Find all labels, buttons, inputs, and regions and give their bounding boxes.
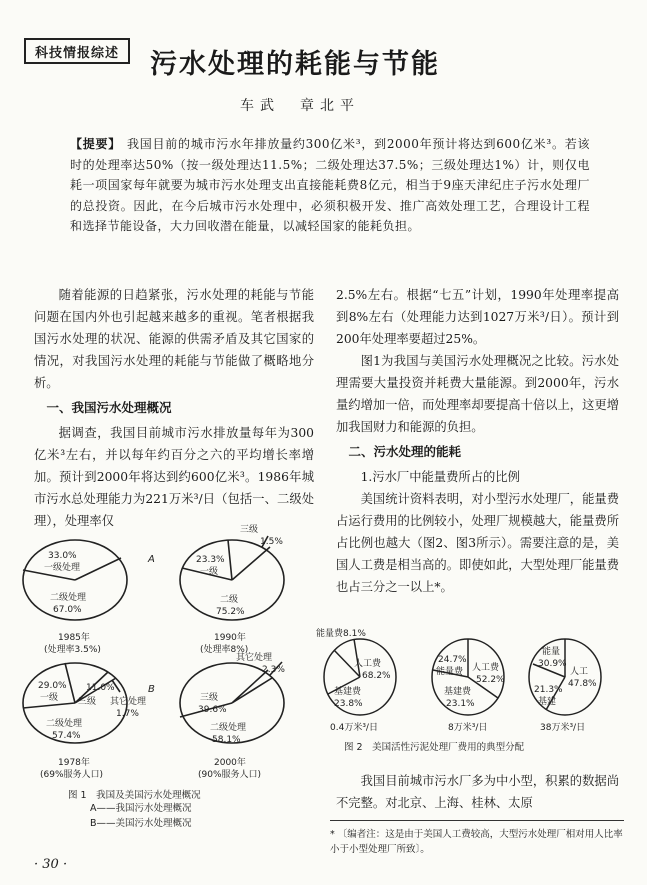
fig1-p2-cap1: 1990年 [214, 633, 246, 643]
fig1-p2-l4: 75.2% [216, 607, 245, 617]
column-tag: 科技情报综述 [24, 38, 130, 64]
comparison-paragraph: 图1为我国与美国污水处理概况之比较。污水处理需要大量投资并耗费大量能源。到2000年，污水量约增加一倍，而处理率却要提高十倍以上，这更增加我国财力和能源的负担。 [336, 354, 619, 434]
fig2-p1-cap: 0.4万米³/日 [330, 723, 378, 733]
fig2-p3-l4: 47.8% [568, 679, 597, 689]
right-column-bottom [336, 770, 619, 814]
fig1-p4-cap1: 2000年 [214, 758, 246, 768]
fig1-p3-l5: 二级处理 [46, 719, 83, 729]
abstract [70, 134, 590, 237]
intro-paragraph: 随着能源的日趋紧张，污水处理的耗能与节能问题在国内外也引起越来越多的重视。笔者根据我国污水处理的状况、能源的供需矛盾及其它国家的情况，对我国污水处理的耗能与节能做了概略地分析。 [34, 288, 314, 390]
fig1-p4-l6: 2.3% [262, 665, 285, 675]
subsection-heading: 1.污水厂中能量费所占的比例 [360, 470, 520, 484]
china-data-paragraph: 我国目前城市污水厂多为中小型，积累的数据尚不完整。对北京、上海、桂林、太原 [336, 774, 619, 810]
fig1-p3-cap2: (69%服务人口) [40, 770, 104, 780]
fig2-p3-l2: 30.9% [538, 659, 567, 669]
abstract-label: 【提要】 [70, 137, 122, 151]
fig2-p1-l3: 68.2% [362, 671, 391, 681]
fig1-p3-cap1: 1978年 [58, 758, 90, 768]
fig2-p3-l1: 能量 [542, 647, 561, 657]
fig2-p3-cap: 38万米³/日 [540, 723, 586, 733]
fig1-p3-l3: 三级 [78, 697, 97, 707]
figure-2 [300, 622, 640, 758]
fig1-p4-l1: 三级 [200, 693, 219, 703]
fig2-p2-l6: 23.1% [446, 699, 475, 709]
fig1-p2-l1: 23.3% [196, 555, 225, 565]
fig1-p2-l5: 三级 [240, 525, 259, 535]
fig1-p4-l5: 其它处理 [236, 653, 273, 663]
fig1-p1-l3: 二级处理 [50, 593, 87, 603]
authors: 车武 章北平 [240, 98, 360, 114]
figure-1 [0, 520, 330, 820]
fig2-p1-l5: 23.8% [334, 699, 363, 709]
continued-paragraph: 2.5%左右。根据“七五”计划，1990年处理率提高到8%左右（处理能力达到1027万米³/日）。预计到200年处理率要超过25%。 [336, 288, 619, 346]
fig2-p1-l1: 能量费8.1% [316, 629, 366, 639]
fig1-p4-cap2: (90%服务人口) [198, 770, 262, 780]
fig1-label-a: A [148, 554, 155, 565]
fig1-p4-l3: 二级处理 [210, 723, 247, 733]
fig1-p3-l2: 一级 [40, 693, 59, 703]
fig1-label-b: B [148, 684, 155, 695]
fig1-p1-cap2: (处理率3.5%) [44, 645, 101, 655]
right-column [336, 284, 619, 598]
fig1-p2-l6: 1.5% [260, 537, 283, 547]
energy-cost-paragraph: 美国统计资料表明，对小型污水处理厂，能量费占运行费用的比例较小，处理厂规模越大，能量费所占比例也越大（图2、图3所示）。需要注意的是，美国人工费是相当高的。即使如此，大型处理厂能量费也占三分之一以上*。 [336, 492, 619, 594]
fig1-p2-l3: 二级 [220, 595, 239, 605]
fig2-p3-l3: 人工 [570, 667, 589, 677]
fig1-p3-l8: 1.7% [116, 709, 139, 719]
fig1-p1-l2: 一级处理 [44, 563, 81, 573]
fig2-p1-l4: 基建费 [334, 687, 362, 697]
fig2-caption: 图 2 美国活性污泥处理厂费用的典型分配 [344, 742, 525, 753]
fig2-p2-cap: 8万米³/日 [448, 723, 488, 733]
left-column [34, 284, 314, 532]
article-title: 污水处理的耗能与节能 [150, 49, 440, 80]
section-heading-1: 一、我国污水处理概况 [46, 400, 172, 415]
section-heading-2: 二、污水处理的能耗 [348, 444, 462, 459]
fig1-p1-cap1: 1985年 [58, 633, 90, 643]
fig2-p2-l4: 52.2% [476, 675, 505, 685]
fig1-p1-l1: 33.0% [48, 551, 77, 561]
abstract-text: 我国目前的城市污水年排放量约300亿米³，到2000年预计将达到600亿米³。若该时的处理率达50%（按一级处理达11.5%；二级处理达37.5%；三级处理达1%）计，则仅电耗一项国家每年就要为城市污水处理支出直接能耗费8亿元，相当于9座天津纪庄子污水处理厂的总投资。因此，在今后城市污水处理中，必须积极开发、推广高效处理工艺，合理设计工程和选择节能设备，大力回收潜在能量，以减轻国家的能耗负担。 [70, 137, 590, 233]
fig2-p3-l5: 21.3% [534, 685, 563, 695]
fig2-p2-l3: 人工费 [472, 663, 500, 673]
fig2-p2-l5: 基建费 [444, 687, 472, 697]
fig1-p4-l4: 58.1% [212, 735, 241, 745]
fig2-p2-l2: 能量费 [436, 667, 464, 677]
fig1-legend-a: A——我国污水处理概况 [90, 803, 192, 814]
fig1-legend-b: B——美国污水处理概况 [90, 818, 192, 829]
fig1-p3-l6: 57.4% [52, 731, 81, 741]
fig1-p2-cap2: (处理率8%) [200, 645, 249, 655]
overview-paragraph: 据调查，我国目前城市污水排放量每年为300亿米³左右，并以每年约百分之六的平均增长率增加。预计到2000年将达到约600亿米³。1986年城市污水总处理能力为221万米³/日（包括一、二级处理），处理率仅 [34, 426, 314, 528]
fig2-p3-l6: 基建 [538, 697, 557, 707]
fig1-p1-l4: 67.0% [53, 605, 82, 615]
fig1-p3-l4: 11.0% [86, 683, 115, 693]
fig1-p3-l1: 29.0% [38, 681, 67, 691]
editor-footnote: * 〔编者注：这是由于美国人工费较高，大型污水处理厂相对用人比率小于小型处理厂所致〕。 [330, 820, 624, 857]
fig1-caption: 图 1 我国及美国污水处理概况 [68, 790, 201, 801]
fig1-p2-l2: 一级 [200, 567, 219, 577]
fig2-p1-l2: 人工费 [354, 659, 382, 669]
fig1-p3-l7: 其它处理 [110, 697, 147, 707]
fig1-p4-l2: 39.6% [198, 705, 227, 715]
page-number: · 30 · [34, 857, 68, 872]
fig2-p2-l1: 24.7% [438, 655, 467, 665]
